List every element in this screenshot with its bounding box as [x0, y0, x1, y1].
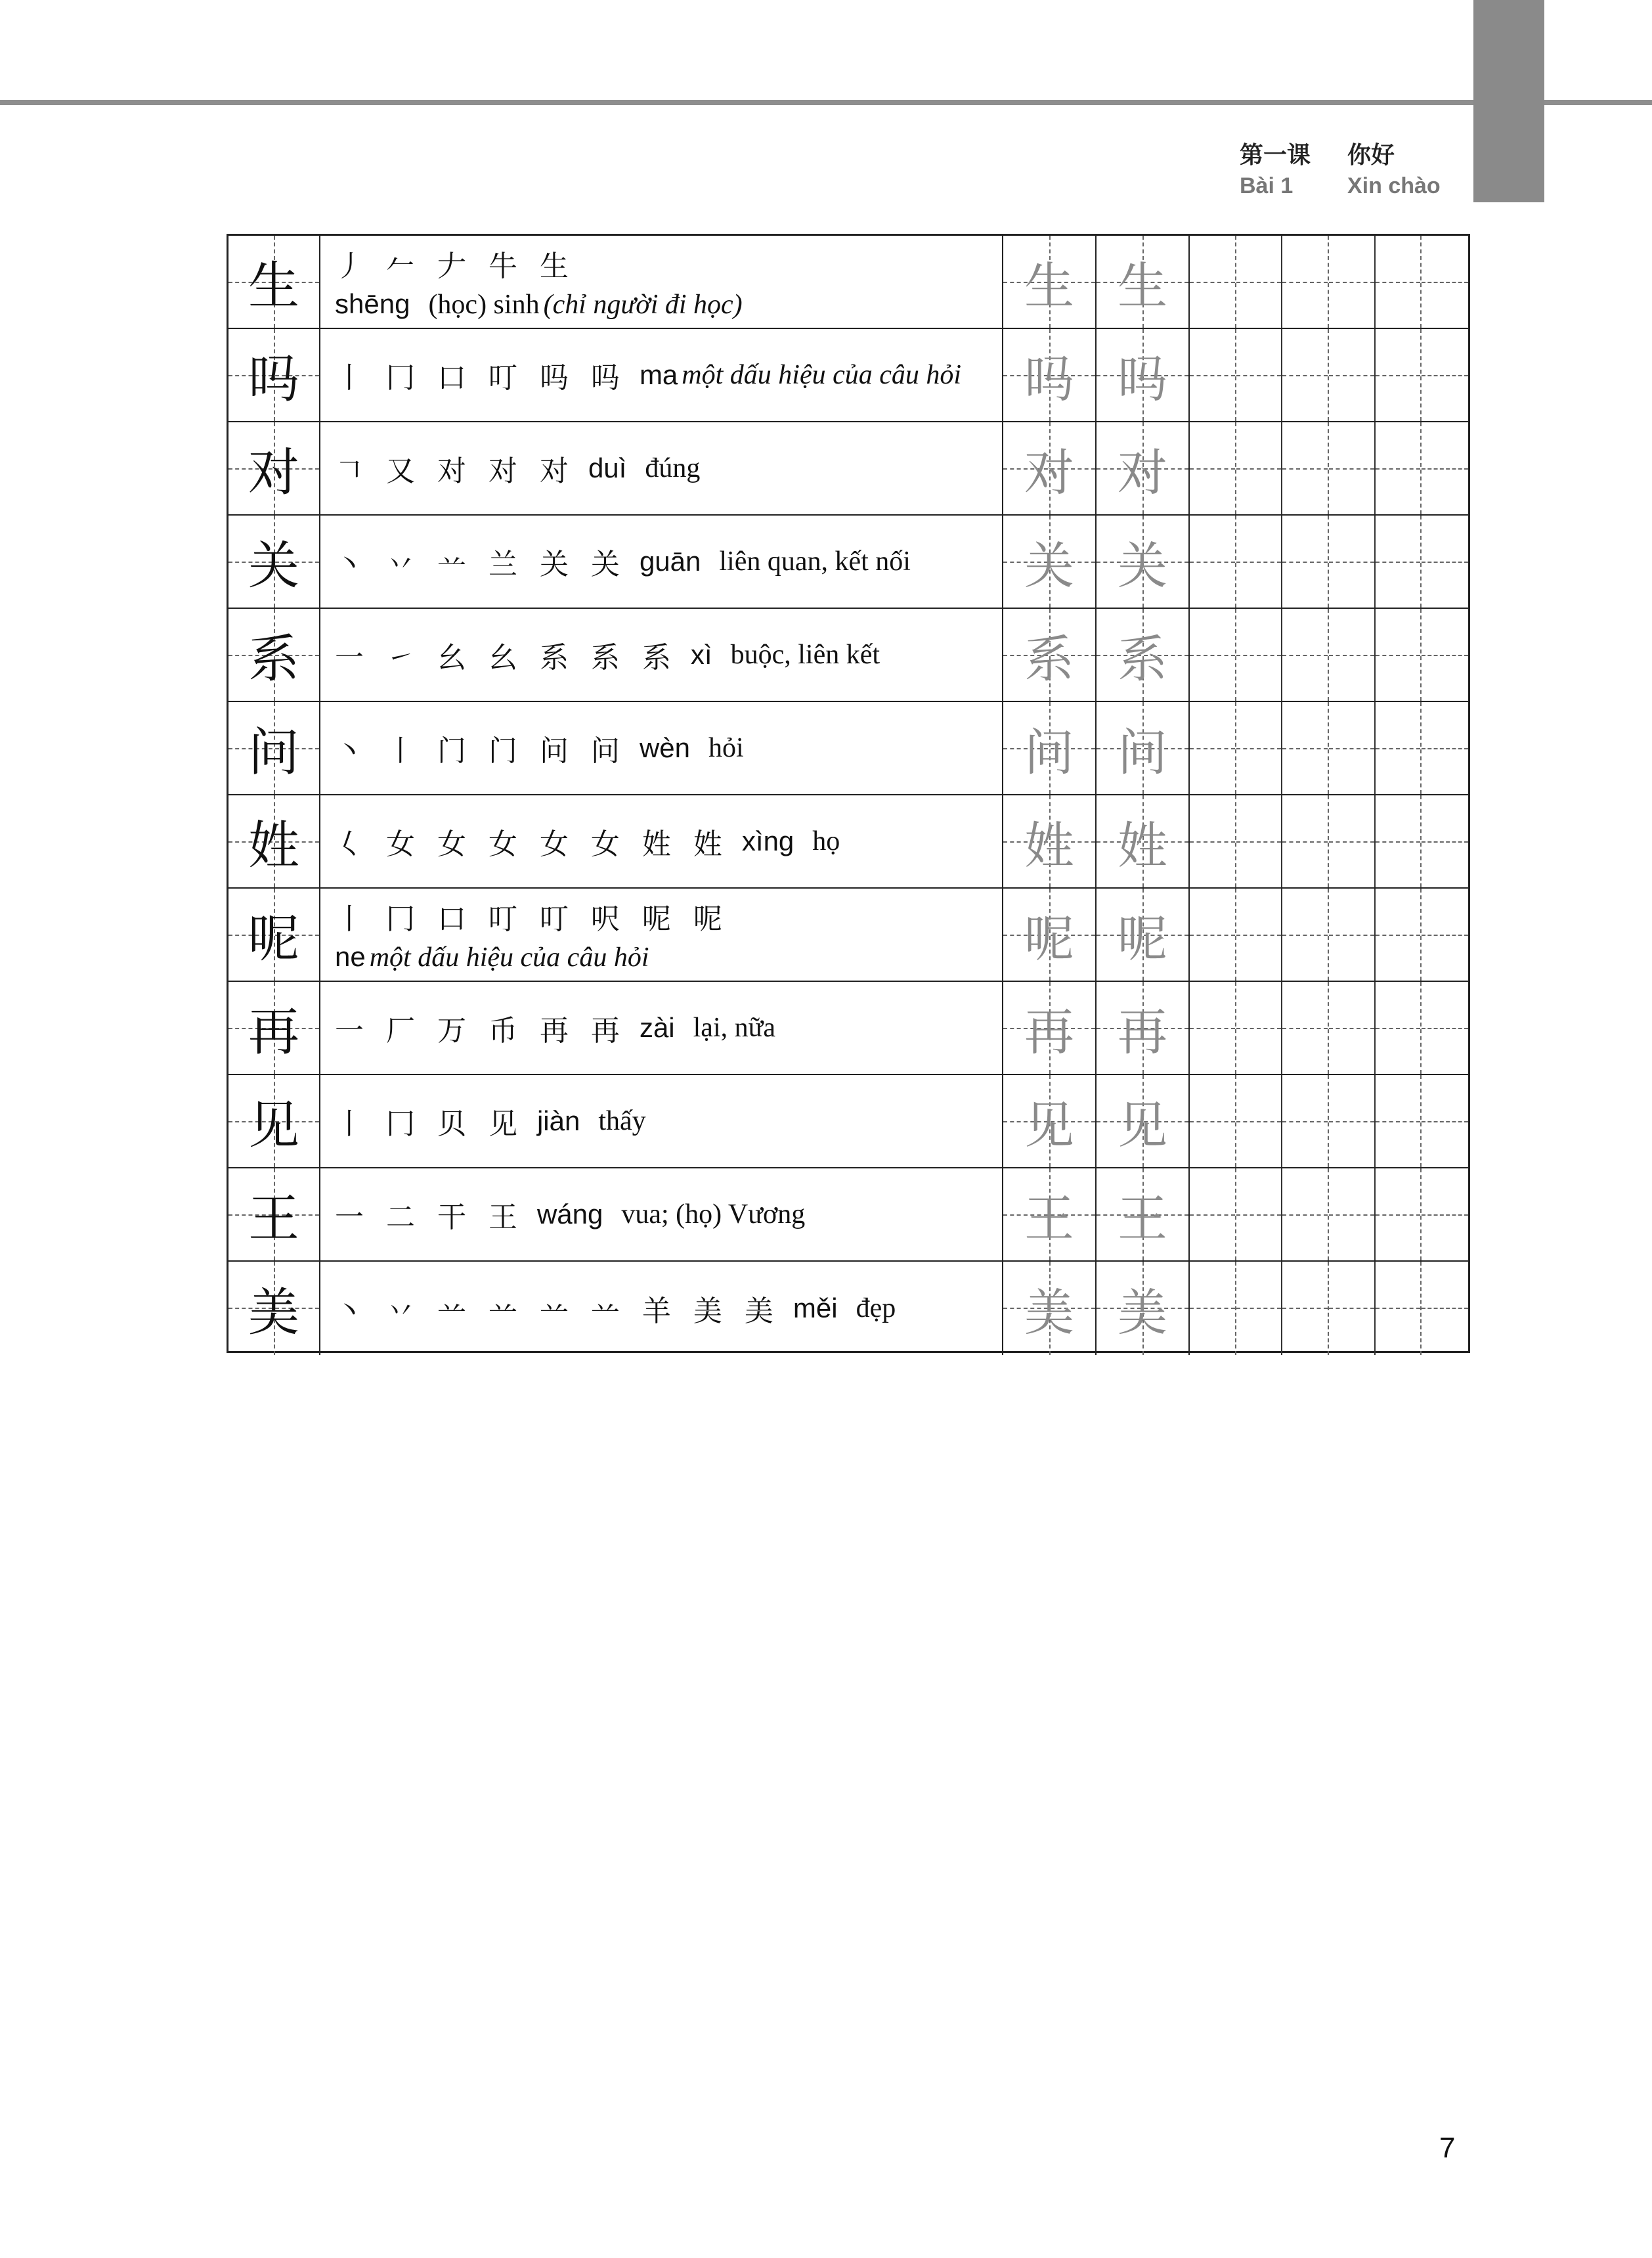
- model-character: 呢: [248, 910, 299, 969]
- guide-line: [1329, 1308, 1374, 1309]
- guide-line: [1236, 655, 1282, 656]
- empty-practice-cell: [1422, 982, 1468, 1074]
- meaning: hỏi: [708, 733, 744, 763]
- stroke-order: 𠃍 又 对 对 对: [335, 454, 575, 488]
- pinyin: xì: [690, 639, 712, 670]
- guide-line: [1236, 935, 1282, 936]
- guide-line: [1236, 748, 1282, 749]
- guide-line: [1422, 282, 1468, 283]
- tracing-cell: [1097, 329, 1190, 421]
- guide-line: [1422, 748, 1468, 749]
- pinyin: ne: [335, 941, 366, 972]
- empty-practice-cell: [1422, 609, 1468, 701]
- tracing-cell: [1003, 982, 1097, 1074]
- tracing-cell: [1097, 1168, 1190, 1260]
- tracing-cell: [1097, 982, 1190, 1074]
- guide-line: [1376, 655, 1421, 656]
- tracing-character: 问: [1024, 722, 1074, 782]
- empty-practice-cell: [1282, 329, 1329, 421]
- guide-line: [1376, 1308, 1421, 1309]
- guide-line: [1329, 375, 1374, 376]
- model-character-cell: [228, 1168, 320, 1260]
- meaning: đẹp: [856, 1293, 896, 1323]
- empty-practice-cell: [1329, 329, 1376, 421]
- model-character-cell: [228, 702, 320, 794]
- empty-practice-cell: [1236, 702, 1283, 794]
- empty-practice-cell: [1376, 516, 1422, 608]
- empty-practice-cell: [1422, 329, 1468, 421]
- tracing-character: 问: [1118, 722, 1167, 782]
- character-info: [320, 795, 1003, 887]
- guide-line: [1282, 748, 1328, 749]
- tracing-cell: [1003, 1168, 1097, 1260]
- empty-practice-cell: [1190, 609, 1236, 701]
- tracing-character: 姓: [1024, 816, 1074, 875]
- table-row: [228, 329, 1468, 422]
- empty-practice-cell: [1190, 795, 1236, 887]
- model-character: 对: [248, 443, 299, 502]
- empty-practice-cell: [1282, 1262, 1329, 1355]
- top-rule: [0, 100, 1652, 105]
- tracing-cell: [1097, 795, 1190, 887]
- guide-line: [1282, 562, 1328, 563]
- meaning-note: một dấu hiệu của câu hỏi: [369, 942, 649, 973]
- meaning-note: (chỉ người đi học): [543, 290, 743, 320]
- lesson-title-vi: Xin chào: [1347, 173, 1441, 198]
- table-row: [228, 516, 1468, 609]
- empty-practice-cell: [1422, 516, 1468, 608]
- lesson-label-zh: 第一课: [1240, 142, 1311, 169]
- table-row: [228, 422, 1468, 516]
- stroke-order: 一 二 干 王: [335, 1201, 524, 1234]
- character-info: [320, 889, 1003, 981]
- guide-line: [1329, 935, 1374, 936]
- empty-practice-cell: [1190, 1168, 1236, 1260]
- tracing-cell: [1097, 609, 1190, 701]
- meaning-note: một dấu hiệu của câu hỏi: [682, 360, 962, 390]
- empty-practice-cell: [1376, 1262, 1422, 1355]
- meaning: buộc, liên kết: [730, 640, 880, 670]
- empty-practice-cell: [1329, 982, 1376, 1074]
- empty-practice-cell: [1329, 1262, 1376, 1355]
- meaning: vua; (họ) Vương: [621, 1199, 806, 1229]
- character-info: [320, 236, 1003, 328]
- tracing-character: 美: [1024, 1283, 1074, 1342]
- guide-line: [1190, 748, 1235, 749]
- tracing-character: 美: [1118, 1283, 1167, 1342]
- empty-practice-cell: [1190, 329, 1236, 421]
- empty-practice-cell: [1422, 889, 1468, 981]
- guide-line: [1329, 282, 1374, 283]
- model-character: 再: [248, 1003, 299, 1062]
- empty-practice-cell: [1422, 702, 1468, 794]
- guide-line: [1329, 1214, 1374, 1216]
- model-character: 姓: [248, 816, 299, 875]
- guide-line: [1329, 1028, 1374, 1029]
- model-character-cell: [228, 329, 320, 421]
- guide-line: [1329, 468, 1374, 470]
- guide-line: [1422, 562, 1468, 563]
- empty-practice-cell: [1376, 329, 1422, 421]
- model-character-cell: [228, 422, 320, 514]
- guide-line: [1190, 375, 1235, 376]
- empty-practice-cell: [1282, 702, 1329, 794]
- stroke-order: 丶 丷 䒑 䒑 䒑 䒑 羊 美 美: [335, 1295, 780, 1328]
- empty-practice-cell: [1190, 236, 1236, 328]
- empty-practice-cell: [1282, 236, 1329, 328]
- stroke-order: 丨 冂 口 叮 叮 呎 呢 呢: [335, 902, 729, 936]
- guide-line: [1329, 1121, 1374, 1122]
- tracing-cell: [1003, 889, 1097, 981]
- guide-line: [1329, 562, 1374, 563]
- empty-practice-cell: [1236, 1262, 1283, 1355]
- empty-practice-cell: [1236, 1168, 1283, 1260]
- guide-line: [1422, 655, 1468, 656]
- character-info: [320, 1262, 1003, 1355]
- model-character: 王: [248, 1189, 299, 1249]
- guide-line: [1236, 562, 1282, 563]
- table-row: [228, 982, 1468, 1075]
- empty-practice-cell: [1236, 1075, 1283, 1167]
- model-character-cell: [228, 1075, 320, 1167]
- guide-line: [1422, 375, 1468, 376]
- table-row: [228, 609, 1468, 702]
- meaning: đúng: [645, 453, 701, 483]
- character-info: [320, 1168, 1003, 1260]
- empty-practice-cell: [1376, 609, 1422, 701]
- guide-line: [1282, 935, 1328, 936]
- empty-practice-cell: [1376, 889, 1422, 981]
- tracing-character: 吗: [1118, 349, 1167, 409]
- pinyin: wáng: [536, 1199, 603, 1229]
- guide-line: [1282, 468, 1328, 470]
- tracing-cell: [1003, 1262, 1097, 1355]
- character-info: [320, 609, 1003, 701]
- guide-line: [1376, 282, 1421, 283]
- table-row: [228, 1075, 1468, 1168]
- guide-line: [1422, 1121, 1468, 1122]
- guide-line: [1329, 841, 1374, 843]
- guide-line: [1236, 841, 1282, 843]
- model-character-cell: [228, 795, 320, 887]
- stroke-order: 丶 丷 䒑 兰 关 关: [335, 548, 626, 581]
- empty-practice-cell: [1236, 795, 1283, 887]
- empty-practice-cell: [1329, 516, 1376, 608]
- guide-line: [1376, 562, 1421, 563]
- table-row: [228, 1168, 1468, 1262]
- tracing-character: 见: [1118, 1096, 1167, 1155]
- lesson-title-zh: 你好: [1347, 142, 1395, 169]
- guide-line: [1422, 1214, 1468, 1216]
- pinyin: guān: [639, 546, 701, 577]
- tracing-character: 呢: [1118, 909, 1167, 968]
- guide-line: [1190, 1308, 1235, 1309]
- empty-practice-cell: [1329, 1168, 1376, 1260]
- character-info: [320, 422, 1003, 514]
- character-info: [320, 516, 1003, 608]
- tracing-cell: [1003, 702, 1097, 794]
- guide-line: [1376, 935, 1421, 936]
- model-character: 吗: [248, 350, 299, 409]
- table-row: [228, 889, 1468, 982]
- pinyin: měi: [793, 1293, 838, 1323]
- tracing-cell: [1097, 1075, 1190, 1167]
- guide-line: [1376, 1121, 1421, 1122]
- guide-line: [1422, 468, 1468, 470]
- guide-line: [1190, 841, 1235, 843]
- guide-line: [1236, 1214, 1282, 1216]
- empty-practice-cell: [1236, 982, 1283, 1074]
- model-character: 生: [248, 257, 299, 316]
- model-character-cell: [228, 516, 320, 608]
- meaning: họ: [812, 826, 840, 856]
- empty-practice-cell: [1190, 516, 1236, 608]
- empty-practice-cell: [1376, 1168, 1422, 1260]
- tracing-character: 吗: [1024, 349, 1074, 409]
- empty-practice-cell: [1376, 1075, 1422, 1167]
- empty-practice-cell: [1422, 1262, 1468, 1355]
- guide-line: [1236, 1028, 1282, 1029]
- empty-practice-cell: [1190, 422, 1236, 514]
- tracing-cell: [1003, 1075, 1097, 1167]
- guide-line: [1190, 468, 1235, 470]
- empty-practice-cell: [1282, 795, 1329, 887]
- empty-practice-cell: [1329, 236, 1376, 328]
- guide-line: [1282, 1214, 1328, 1216]
- empty-practice-cell: [1282, 1168, 1329, 1260]
- pinyin: shēng: [335, 288, 410, 319]
- guide-line: [1329, 655, 1374, 656]
- empty-practice-cell: [1236, 516, 1283, 608]
- empty-practice-cell: [1190, 1075, 1236, 1167]
- empty-practice-cell: [1329, 1075, 1376, 1167]
- tracing-cell: [1097, 702, 1190, 794]
- stroke-order: 丨 冂 贝 见: [335, 1107, 524, 1141]
- stroke-order: 丿 𠂉 𠂇 牛 生: [335, 250, 575, 283]
- guide-line: [1422, 1028, 1468, 1029]
- tracing-character: 王: [1024, 1189, 1074, 1248]
- empty-practice-cell: [1282, 422, 1329, 514]
- stroke-order: 一 ㇀ 幺 幺 系 系 系: [335, 641, 678, 675]
- guide-line: [1282, 282, 1328, 283]
- model-character: 问: [248, 723, 299, 782]
- tracing-character: 再: [1024, 1002, 1074, 1061]
- meaning: liên quan, kết nối: [719, 546, 911, 577]
- tracing-character: 呢: [1024, 909, 1074, 968]
- guide-line: [1190, 1028, 1235, 1029]
- guide-line: [1422, 935, 1468, 936]
- tracing-cell: [1003, 516, 1097, 608]
- empty-practice-cell: [1329, 889, 1376, 981]
- guide-line: [1376, 468, 1421, 470]
- model-character-cell: [228, 889, 320, 981]
- tracing-character: 生: [1024, 256, 1074, 315]
- tracing-cell: [1003, 795, 1097, 887]
- guide-line: [1190, 1214, 1235, 1216]
- table-row: [228, 702, 1468, 795]
- tracing-character: 系: [1024, 629, 1074, 688]
- guide-line: [1422, 1308, 1468, 1309]
- table-row: [228, 236, 1468, 329]
- empty-practice-cell: [1282, 1075, 1329, 1167]
- empty-practice-cell: [1376, 236, 1422, 328]
- empty-practice-cell: [1376, 795, 1422, 887]
- model-character-cell: [228, 982, 320, 1074]
- model-character-cell: [228, 1262, 320, 1355]
- empty-practice-cell: [1329, 795, 1376, 887]
- empty-practice-cell: [1236, 889, 1283, 981]
- guide-line: [1236, 1121, 1282, 1122]
- guide-line: [1329, 748, 1374, 749]
- stroke-order: 丶 丨 门 门 问 问: [335, 734, 626, 768]
- table-row: [228, 795, 1468, 889]
- empty-practice-cell: [1190, 1262, 1236, 1355]
- tracing-character: 对: [1118, 443, 1167, 502]
- table-row: [228, 1262, 1468, 1355]
- guide-line: [1376, 748, 1421, 749]
- guide-line: [1190, 655, 1235, 656]
- tracing-cell: [1097, 516, 1190, 608]
- tracing-cell: [1097, 236, 1190, 328]
- guide-line: [1282, 655, 1328, 656]
- empty-practice-cell: [1236, 236, 1283, 328]
- pinyin: zài: [639, 1012, 675, 1043]
- empty-practice-cell: [1282, 982, 1329, 1074]
- guide-line: [1376, 1214, 1421, 1216]
- character-info: [320, 1075, 1003, 1167]
- tracing-cell: [1003, 609, 1097, 701]
- chapter-tab: [1473, 0, 1544, 202]
- guide-line: [1236, 1308, 1282, 1309]
- empty-practice-cell: [1422, 422, 1468, 514]
- tracing-character: 关: [1118, 536, 1167, 595]
- tracing-cell: [1003, 236, 1097, 328]
- character-info: [320, 982, 1003, 1074]
- empty-practice-cell: [1376, 702, 1422, 794]
- empty-practice-cell: [1190, 889, 1236, 981]
- stroke-order: 丨 冂 口 叮 吗 吗: [335, 361, 626, 395]
- guide-line: [1282, 1028, 1328, 1029]
- empty-practice-cell: [1282, 609, 1329, 701]
- guide-line: [1376, 841, 1421, 843]
- stroke-order: 一 厂 万 币 再 再: [335, 1014, 626, 1048]
- tracing-character: 再: [1118, 1002, 1167, 1061]
- character-info: [320, 329, 1003, 421]
- empty-practice-cell: [1329, 422, 1376, 514]
- model-character-cell: [228, 236, 320, 328]
- pinyin: jiàn: [536, 1105, 580, 1136]
- guide-line: [1236, 282, 1282, 283]
- stroke-order: 𡿨 女 女 女 女 女 姓 姓: [335, 828, 729, 861]
- meaning: (học) sinh: [428, 290, 540, 320]
- empty-practice-cell: [1190, 982, 1236, 1074]
- empty-practice-cell: [1422, 236, 1468, 328]
- guide-line: [1190, 282, 1235, 283]
- guide-line: [1282, 1308, 1328, 1309]
- empty-practice-cell: [1236, 329, 1283, 421]
- tracing-cell: [1097, 422, 1190, 514]
- guide-line: [1190, 562, 1235, 563]
- meaning: thấy: [598, 1106, 646, 1136]
- meaning: lại, nữa: [693, 1013, 776, 1043]
- lesson-label-vi: Bài 1: [1240, 173, 1293, 198]
- pinyin: ma: [639, 359, 678, 390]
- empty-practice-cell: [1376, 982, 1422, 1074]
- model-character: 系: [248, 630, 299, 689]
- pinyin: duì: [588, 453, 627, 483]
- tracing-cell: [1097, 1262, 1190, 1355]
- tracing-character: 王: [1118, 1189, 1167, 1248]
- tracing-character: 见: [1024, 1096, 1074, 1155]
- empty-practice-cell: [1190, 702, 1236, 794]
- empty-practice-cell: [1236, 422, 1283, 514]
- model-character-cell: [228, 609, 320, 701]
- guide-line: [1236, 468, 1282, 470]
- pinyin: xìng: [741, 826, 794, 856]
- tracing-cell: [1003, 422, 1097, 514]
- empty-practice-cell: [1282, 516, 1329, 608]
- tracing-character: 系: [1118, 629, 1167, 688]
- tracing-cell: [1097, 889, 1190, 981]
- empty-practice-cell: [1236, 609, 1283, 701]
- pinyin: wèn: [639, 732, 690, 763]
- guide-line: [1422, 841, 1468, 843]
- tracing-character: 对: [1024, 443, 1074, 502]
- model-character: 见: [248, 1096, 299, 1155]
- guide-line: [1190, 1121, 1235, 1122]
- tracing-character: 姓: [1118, 816, 1167, 875]
- tracing-character: 关: [1024, 536, 1074, 595]
- guide-line: [1376, 375, 1421, 376]
- empty-practice-cell: [1422, 1075, 1468, 1167]
- page-number: 7: [1439, 2132, 1456, 2164]
- guide-line: [1190, 935, 1235, 936]
- empty-practice-cell: [1422, 795, 1468, 887]
- model-character: 关: [248, 537, 299, 596]
- tracing-character: 生: [1118, 256, 1167, 315]
- guide-line: [1282, 375, 1328, 376]
- empty-practice-cell: [1422, 1168, 1468, 1260]
- empty-practice-cell: [1329, 702, 1376, 794]
- guide-line: [1236, 375, 1282, 376]
- empty-practice-cell: [1282, 889, 1329, 981]
- empty-practice-cell: [1376, 422, 1422, 514]
- guide-line: [1376, 1028, 1421, 1029]
- empty-practice-cell: [1329, 609, 1376, 701]
- character-practice-table: [227, 234, 1470, 1353]
- character-info: [320, 702, 1003, 794]
- tracing-cell: [1003, 329, 1097, 421]
- guide-line: [1282, 1121, 1328, 1122]
- model-character: 美: [248, 1283, 299, 1342]
- guide-line: [1282, 841, 1328, 843]
